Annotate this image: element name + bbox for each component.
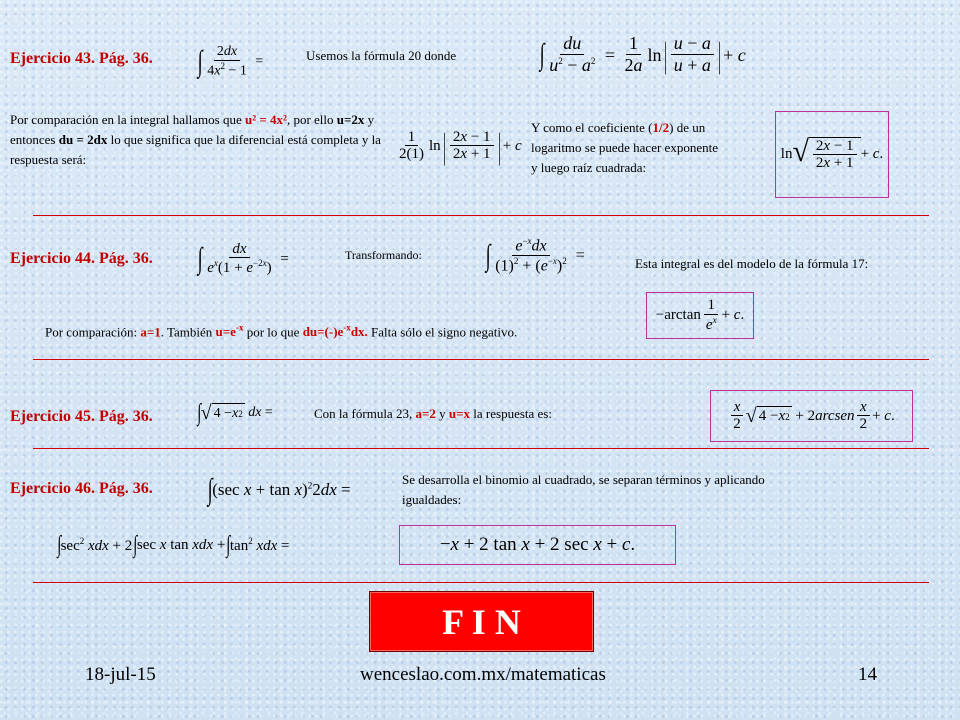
ex44-comparison-text: Por comparación: a=1. También $u=e^{-x}$ por lo que $du=(-)e^{-x}dx$. Falta sólo el signo negativo. (45, 323, 518, 340)
fin-banner: F I N (369, 591, 594, 652)
ex43-comparison-text: Por comparación en la integral hallamos que u² = 4x², por ello u=2x y entonces du = 2dx lo que significa que la diferencial está completa y la respuesta será: (10, 112, 381, 167)
du-highlight: du = 2dx (58, 132, 108, 147)
divider-2 (33, 359, 929, 360)
u2-highlight: u² = 4x² (245, 112, 287, 127)
divider-1 (33, 215, 929, 216)
footer-date: 18-jul-15 (85, 664, 156, 685)
ex43-coefficient-text: Y como el coeficiente (1/2) de un logaritmo se puede hacer exponente y luego raíz cuadrada: (531, 120, 718, 175)
coefficient-highlight: 1/2 (652, 120, 670, 135)
ex45-answer-box: $\frac{x}{2}$ √ 4 − x 2 + 2arcsen $\frac{x}{2}$ + c. (710, 390, 913, 442)
ex44-integral: ∫ $\frac{dx}{e^x(1 + e^{-2x})}$ = (197, 240, 289, 277)
divider-3 (33, 448, 929, 449)
ex44-transformed-integral: ∫ $\frac{e^{-x}dx}{(1)^2 + (e^{-x})^2}$ = (485, 235, 585, 274)
ex43-heading: Ejercicio 43. Pág. 36. (10, 50, 153, 67)
ex44-modelo-text: Esta integral es del modelo de la fórmula 17: (635, 256, 869, 271)
ex44-transformando-text: Transformando: (345, 248, 422, 262)
footer-page-number: 14 (858, 664, 877, 685)
divider-4 (33, 582, 929, 583)
ex43-answer-box: ln √ $\frac{2x - 1}{2x + 1}$ + c. (775, 111, 889, 198)
ex43-integral: ∫ $\frac{2dx}{4x^2 - 1}$ = (197, 44, 264, 79)
ex46-expanded-integrals: ∫ $\sec^2$ xdx + 2 ∫ sec x tan xdx + ∫ $\tan^2$ xdx = (57, 532, 290, 558)
ex46-integral: ∫ (sec x + tan x)$^2$2dx = (207, 473, 351, 506)
footer-site: wenceslao.com.mx/matematicas (360, 664, 606, 685)
ex45-text: Con la fórmula 23, a=2 y u=x la respuesta es: (314, 406, 552, 421)
ex46-heading: Ejercicio 46. Pág. 36. (10, 480, 153, 497)
u-highlight: u=2x (336, 112, 365, 127)
ex45-integral: ∫ √ 4 − x 2 dx = (197, 400, 273, 426)
ex44-answer-box: −arctan $\frac{1}{e^x}$ + c. (646, 292, 754, 339)
ex43-usemos-text: Usemos la fórmula 20 donde (306, 48, 457, 63)
ex45-heading: Ejercicio 45. Pág. 36. (10, 408, 153, 425)
ex44-heading: Ejercicio 44. Pág. 36. (10, 250, 153, 267)
formula-20: ∫ $\frac{du}{u^2 - a^2}$ = $\frac{1}{2a}$ ln | $\frac{u - a}{u + a}$ | + c (539, 33, 746, 76)
ex46-answer-box: −x + 2 tan x + 2 sec x + c. (399, 525, 676, 565)
ex43-result-log: $\frac{1}{2(1)}$ ln | $\frac{2x - 1}{2x + 1}$ | + c (399, 126, 522, 166)
ex46-text: Se desarrolla el binomio al cuadrado, se separan términos y aplicando igualdades: (402, 472, 765, 507)
